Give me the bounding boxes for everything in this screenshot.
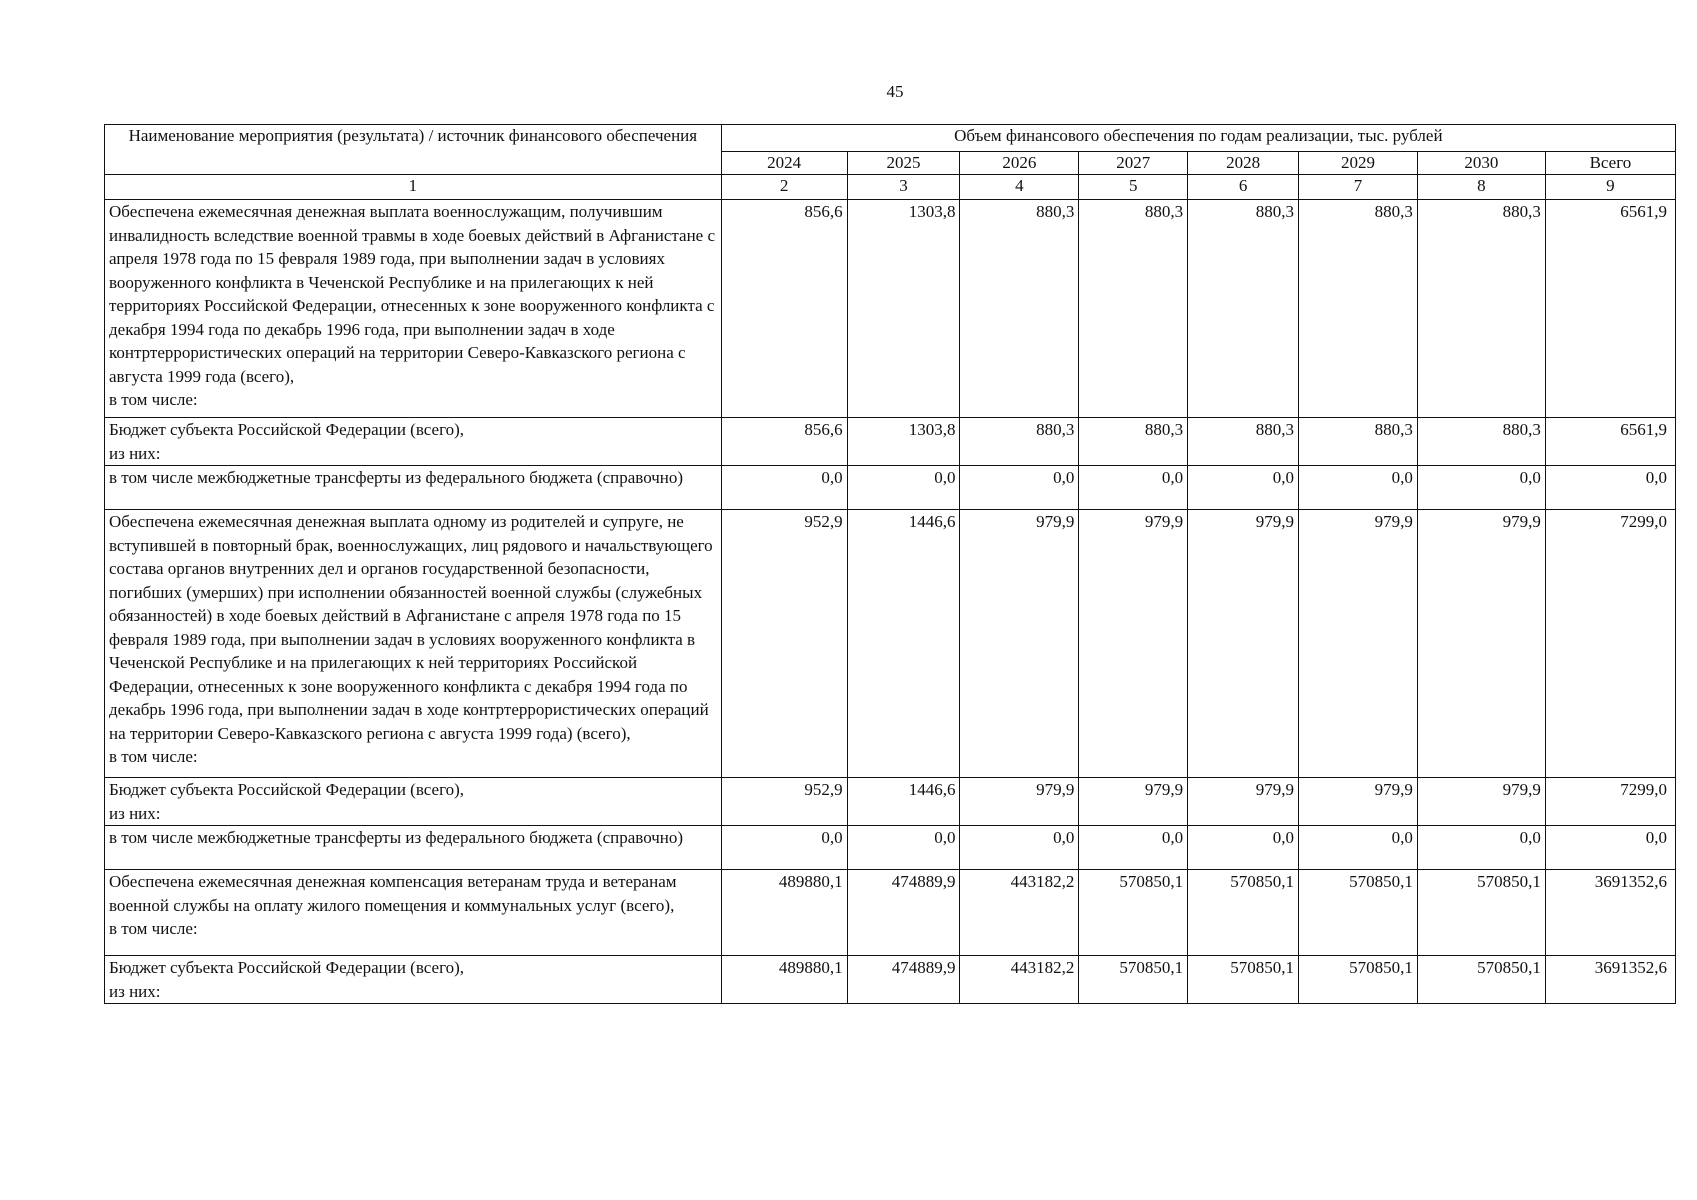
header-year-2024: 2024: [721, 152, 847, 175]
row-year-value: 979,9: [1299, 510, 1418, 778]
row-year-value: 570850,1: [1079, 870, 1188, 956]
column-number: 2: [721, 175, 847, 200]
column-number: 1: [105, 175, 722, 200]
column-numbers-row: [105, 175, 1676, 200]
row-year-value: 979,9: [1079, 510, 1188, 778]
row-total-value: 0,0: [1545, 466, 1675, 510]
row-year-value: 0,0: [721, 466, 847, 510]
row-year-value: 1446,6: [847, 510, 960, 778]
table-row: [105, 510, 1676, 778]
row-year-value: 979,9: [1188, 778, 1299, 826]
row-year-value: 880,3: [1299, 418, 1418, 466]
row-year-value: 0,0: [1417, 826, 1545, 870]
row-year-value: 0,0: [1079, 466, 1188, 510]
row-year-value: 0,0: [1299, 466, 1418, 510]
table-row: [105, 826, 1676, 870]
row-year-value: 474889,9: [847, 870, 960, 956]
row-year-value: 0,0: [960, 466, 1079, 510]
row-year-value: 979,9: [1417, 778, 1545, 826]
row-year-value: 1303,8: [847, 418, 960, 466]
row-year-value: 880,3: [1299, 200, 1418, 418]
column-number: 7: [1299, 175, 1418, 200]
financing-table: [104, 124, 1676, 1004]
row-name: Бюджет субъекта Российской Федерации (всего), из них:: [105, 956, 722, 1004]
column-number: 5: [1079, 175, 1188, 200]
row-year-value: 979,9: [1299, 778, 1418, 826]
row-total-value: 6561,9: [1545, 200, 1675, 418]
row-year-value: 0,0: [1299, 826, 1418, 870]
row-name: Бюджет субъекта Российской Федерации (всего), из них:: [105, 418, 722, 466]
row-name: Обеспечена ежемесячная денежная компенсация ветеранам труда и ветеранам военной службы на оплату жилого помещения и коммунальных услуг (всего), в том числе:: [105, 870, 722, 956]
row-total-value: 3691352,6: [1545, 956, 1675, 1004]
column-number: 4: [960, 175, 1079, 200]
row-year-value: 474889,9: [847, 956, 960, 1004]
row-year-value: 0,0: [1188, 466, 1299, 510]
row-year-value: 570850,1: [1299, 956, 1418, 1004]
table-row: [105, 778, 1676, 826]
row-total-value: 3691352,6: [1545, 870, 1675, 956]
row-year-value: 570850,1: [1417, 956, 1545, 1004]
row-year-value: 880,3: [1417, 200, 1545, 418]
header-volume-group: Объем финансового обеспечения по годам реализации, тыс. рублей: [721, 125, 1675, 152]
row-year-value: 0,0: [847, 826, 960, 870]
row-year-value: 1303,8: [847, 200, 960, 418]
row-year-value: 979,9: [960, 510, 1079, 778]
row-year-value: 570850,1: [1188, 870, 1299, 956]
row-total-value: 7299,0: [1545, 510, 1675, 778]
row-year-value: 880,3: [960, 200, 1079, 418]
row-year-value: 880,3: [1188, 418, 1299, 466]
row-year-value: 880,3: [1079, 418, 1188, 466]
page-number: 45: [886, 82, 904, 101]
row-year-value: 489880,1: [721, 956, 847, 1004]
row-year-value: 443182,2: [960, 870, 1079, 956]
header-year-2030: 2030: [1417, 152, 1545, 175]
table-row: [105, 870, 1676, 956]
row-year-value: 443182,2: [960, 956, 1079, 1004]
row-year-value: 979,9: [1188, 510, 1299, 778]
row-year-value: 880,3: [1079, 200, 1188, 418]
row-year-value: 570850,1: [1188, 956, 1299, 1004]
row-year-value: 880,3: [1188, 200, 1299, 418]
header-name-column: Наименование мероприятия (результата) / источник финансового обеспечения: [105, 125, 722, 175]
row-name: Обеспечена ежемесячная денежная выплата одному из родителей и супруге, не вступившей в повторный брак, военнослужащих, лиц рядового и начальствующего состава органов внутренних дел и органов государственной безопасности, погибших (умерших) при исполнении обязанностей военной службы (служебных обязанностей) в ходе боевых действий в Афганистане с апреля 1978 года по 15 февраля 1989 года, при выполнении задач в условиях вооруженного конфликта в Чеченской Республике и на прилегающих к ней территориях Российской Федерации, отнесенных к зоне вооруженного конфликта с декабря 1994 года по декабрь 1996 года, при выполнении задач в ходе контртеррористических операций на территории Северо-Кавказского региона с августа 1999 года) (всего), в том числе:: [105, 510, 722, 778]
table-row: [105, 200, 1676, 418]
row-total-value: 7299,0: [1545, 778, 1675, 826]
column-number: 9: [1545, 175, 1675, 200]
row-total-value: 0,0: [1545, 826, 1675, 870]
row-year-value: 979,9: [1417, 510, 1545, 778]
row-year-value: 952,9: [721, 510, 847, 778]
row-year-value: 0,0: [1188, 826, 1299, 870]
row-year-value: 0,0: [1079, 826, 1188, 870]
column-number: 8: [1417, 175, 1545, 200]
header-year-2025: 2025: [847, 152, 960, 175]
header-year-2029: 2029: [1299, 152, 1418, 175]
table-row: [105, 418, 1676, 466]
row-year-value: 570850,1: [1417, 870, 1545, 956]
table-row: [105, 956, 1676, 1004]
row-year-value: 856,6: [721, 200, 847, 418]
row-year-value: 952,9: [721, 778, 847, 826]
table-row: [105, 466, 1676, 510]
row-total-value: 6561,9: [1545, 418, 1675, 466]
header-year-2027: 2027: [1079, 152, 1188, 175]
header-year-2026: 2026: [960, 152, 1079, 175]
row-name: в том числе межбюджетные трансферты из федерального бюджета (справочно): [105, 466, 722, 510]
row-year-value: 1446,6: [847, 778, 960, 826]
row-year-value: 979,9: [1079, 778, 1188, 826]
row-year-value: 0,0: [847, 466, 960, 510]
row-year-value: 0,0: [1417, 466, 1545, 510]
row-year-value: 0,0: [721, 826, 847, 870]
row-name: Обеспечена ежемесячная денежная выплата военнослужащим, получившим инвалидность вследствие военной травмы в ходе боевых действий в Афганистане с апреля 1978 года по 15 февраля 1989 года, при выполнении задач в условиях вооруженного конфликта в Чеченской Республике и на прилегающих к ней территориях Российской Федерации, отнесенных к зоне вооруженного конфликта с декабря 1994 года по декабрь 1996 года, при выполнении задач в ходе контртеррористических операций на территории Северо-Кавказского региона с августа 1999 года (всего), в том числе:: [105, 200, 722, 418]
row-year-value: 570850,1: [1299, 870, 1418, 956]
row-year-value: 570850,1: [1079, 956, 1188, 1004]
row-name: Бюджет субъекта Российской Федерации (всего), из них:: [105, 778, 722, 826]
row-name: в том числе межбюджетные трансферты из федерального бюджета (справочно): [105, 826, 722, 870]
column-number: 6: [1188, 175, 1299, 200]
header-year-2028: 2028: [1188, 152, 1299, 175]
row-year-value: 979,9: [960, 778, 1079, 826]
row-year-value: 880,3: [960, 418, 1079, 466]
column-number: 3: [847, 175, 960, 200]
row-year-value: 880,3: [1417, 418, 1545, 466]
row-year-value: 489880,1: [721, 870, 847, 956]
row-year-value: 856,6: [721, 418, 847, 466]
row-year-value: 0,0: [960, 826, 1079, 870]
header-total: Всего: [1545, 152, 1675, 175]
